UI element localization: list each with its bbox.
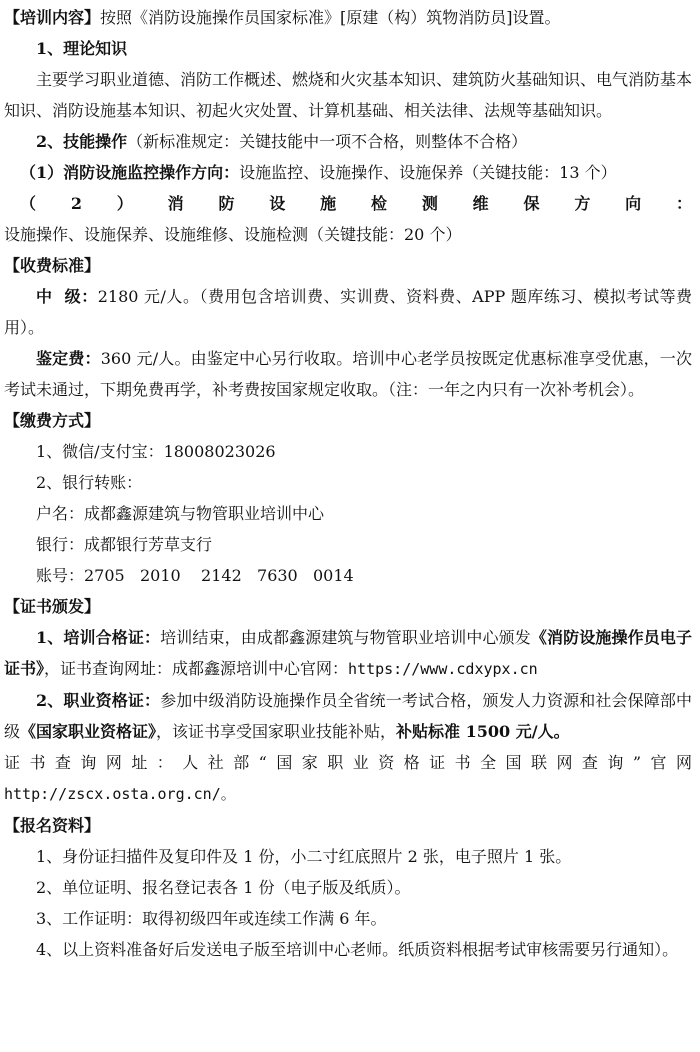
- certificates-heading-line: [4, 591, 692, 622]
- payment-bank: 银行：成都银行芳草支行: [36, 535, 213, 554]
- certificate-2-text-b: ，该证书享受国家职业技能补贴，: [156, 722, 397, 741]
- direction-2-line: [4, 188, 692, 250]
- certificate-2-label: 2、职业资格证：: [36, 691, 161, 710]
- certificate-2-url[interactable]: http://zscx.osta.org.cn/。: [4, 785, 236, 803]
- payment-heading: 【缴费方式】: [4, 411, 101, 430]
- certificate-2-book: 《国家职业资格证》: [20, 722, 157, 741]
- certificate-1-text-a: 培训结束，由成都鑫源建筑与物管职业培训中心颁发: [160, 628, 531, 647]
- fee-mid-line: [4, 281, 692, 343]
- certificate-1-text-b: ，证书查询网址：成都鑫源培训中心官网：: [44, 659, 349, 678]
- fee-mid-label: 中 级：: [36, 287, 98, 306]
- certificate-1-paragraph: [4, 622, 692, 685]
- certificate-2-text-a: 参加中级消防设施操作员全省统一考试合格，颁发人力资源和社会保障部中级: [4, 691, 692, 741]
- payment-bank-title: 2、银行转账：: [36, 473, 143, 492]
- skill-line: [4, 126, 692, 157]
- certificate-2-subsidy: 补贴标准 1500 元/人。: [396, 722, 570, 741]
- direction-1-line: [4, 157, 692, 188]
- fees-heading: 【收费标准】: [4, 256, 101, 275]
- direction-1-text: 设施监控、设施操作、设施保养（关键技能：13 个）: [239, 163, 617, 182]
- certificate-1-url[interactable]: https://www.cdxypx.cn: [348, 660, 538, 678]
- training-heading: 【培训内容】: [4, 8, 101, 27]
- certificate-2-url-line: [4, 778, 692, 810]
- certificate-1-book: 《消防设施操作员电子证书》: [4, 628, 692, 678]
- certificates-heading: 【证书颁发】: [4, 597, 101, 616]
- fees-heading-line: [4, 250, 692, 281]
- registration-item: 2、单位证明、报名登记表各 1 份（电子版及纸质）。: [36, 878, 411, 897]
- payment-account-number: 账号：2705 2010 2142 7630 0014: [36, 566, 354, 585]
- certificate-1-label: 1、培训合格证：: [36, 628, 161, 647]
- registration-item: 4、以上资料准备好后发送电子版至培训中心老师。纸质资料根据考试审核需要另行通知）。: [36, 940, 679, 959]
- registration-item: 3、工作证明：取得初级四年或连续工作满 6 年。: [36, 909, 387, 928]
- training-intro: 按照《消防设施操作员国家标准》[原建（构）筑物消防员]设置。: [100, 8, 561, 27]
- fee-exam-label: 鉴定费：: [36, 349, 101, 368]
- payment-wechat: 1、微信/支付宝：18008023026: [36, 442, 276, 461]
- fee-exam-text: 360 元/人。由鉴定中心另行收取。培训中心老学员按既定优惠标准享受优惠，一次考试未通过，下期免费再学，补考费按国家规定收取。（注：一年之内只有一次补考机会）。: [4, 349, 692, 399]
- certificate-2-paragraph: [4, 685, 692, 747]
- direction-1-label: （1）消防设施监控操作方向：: [20, 163, 240, 182]
- training-intro-paragraph: [4, 2, 692, 33]
- theory-title-line: [4, 33, 692, 64]
- theory-text: 主要学习职业道德、消防工作概述、燃烧和火灾基本知识、建筑防火基础知识、电气消防基本知识、消防设施基本知识、初起火灾处置、计算机基础、相关法律、法规等基础知识。: [4, 70, 693, 120]
- skill-title: 2、技能操作: [36, 132, 128, 151]
- registration-heading: 【报名资料】: [4, 816, 101, 835]
- registration-heading-line: [4, 810, 692, 841]
- payment-account-name: 户名：成都鑫源建筑与物管职业培训中心: [36, 504, 325, 523]
- direction-2-label: （2）消防设施检测维保方向：: [20, 194, 692, 213]
- theory-title: 1、理论知识: [36, 39, 128, 58]
- fee-exam-line: [4, 343, 692, 405]
- certificate-2-query: 证书查询网址：人社部“国家职业资格证书全国联网查询”官网: [4, 753, 692, 772]
- direction-2-text: 设施操作、设施保养、设施维修、设施检测（关键技能：20 个）: [4, 225, 462, 244]
- registration-item: 1、身份证扫描件及复印件及 1 份，小二寸红底照片 2 张，电子照片 1 张。: [36, 847, 572, 866]
- fee-mid-text: 2180 元/人。（费用包含培训费、实训费、资料费、APP 题库练习、模拟考试等费用）。: [4, 287, 692, 337]
- payment-heading-line: [4, 405, 692, 436]
- skill-note: （新标准规定：关键技能中一项不合格，则整体不合格）: [127, 132, 528, 151]
